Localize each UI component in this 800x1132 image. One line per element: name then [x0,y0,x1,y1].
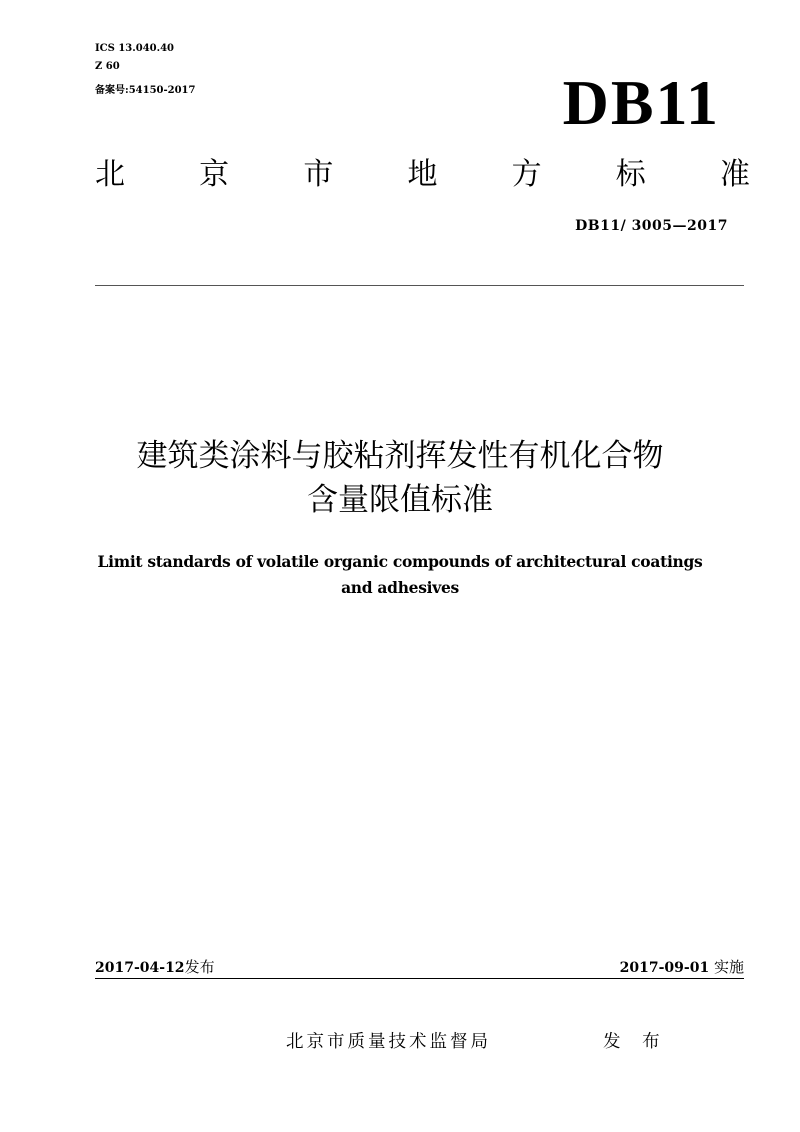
publish-verb: 发 布 [603,1032,668,1052]
issue-date: 2017-04-12 [95,960,185,976]
ccs-code: Z 60 [95,61,120,72]
standard-type-char: 标 [615,157,646,192]
issue-date-block [95,957,215,978]
effective-label: 实施 [713,958,744,976]
effective-date-block [620,957,744,978]
footer-divider [95,978,744,979]
header-divider [95,285,744,286]
issue-label: 发布 [184,958,215,976]
standard-type-char: 方 [511,157,542,192]
standard-type-char: 准 [719,157,750,192]
standard-type-char: 市 [303,157,334,192]
standard-type-title [95,155,750,195]
standard-logo: DB11 [562,67,720,138]
publisher-name: 北京市质量技术监督局 [286,1032,491,1052]
standard-type-char: 北 [95,157,125,192]
standard-number: DB11/ 3005—2017 [575,218,728,234]
ics-code: ICS 13.040.40 [95,43,175,54]
record-number: 备案号:54150-2017 [95,85,196,96]
title-english-line2: and adhesives [341,578,459,597]
title-english-line1: Limit standards of volatile organic compounds of architectural coatings [97,552,703,571]
title-chinese-line1: 建筑类涂料与胶粘剂挥发性有机化合物 [136,438,664,474]
title-chinese-line2: 含量限值标准 [307,482,493,518]
standard-type-char: 京 [199,157,230,192]
standard-type-char: 地 [407,157,438,192]
effective-date: 2017-09-01 [619,960,710,976]
